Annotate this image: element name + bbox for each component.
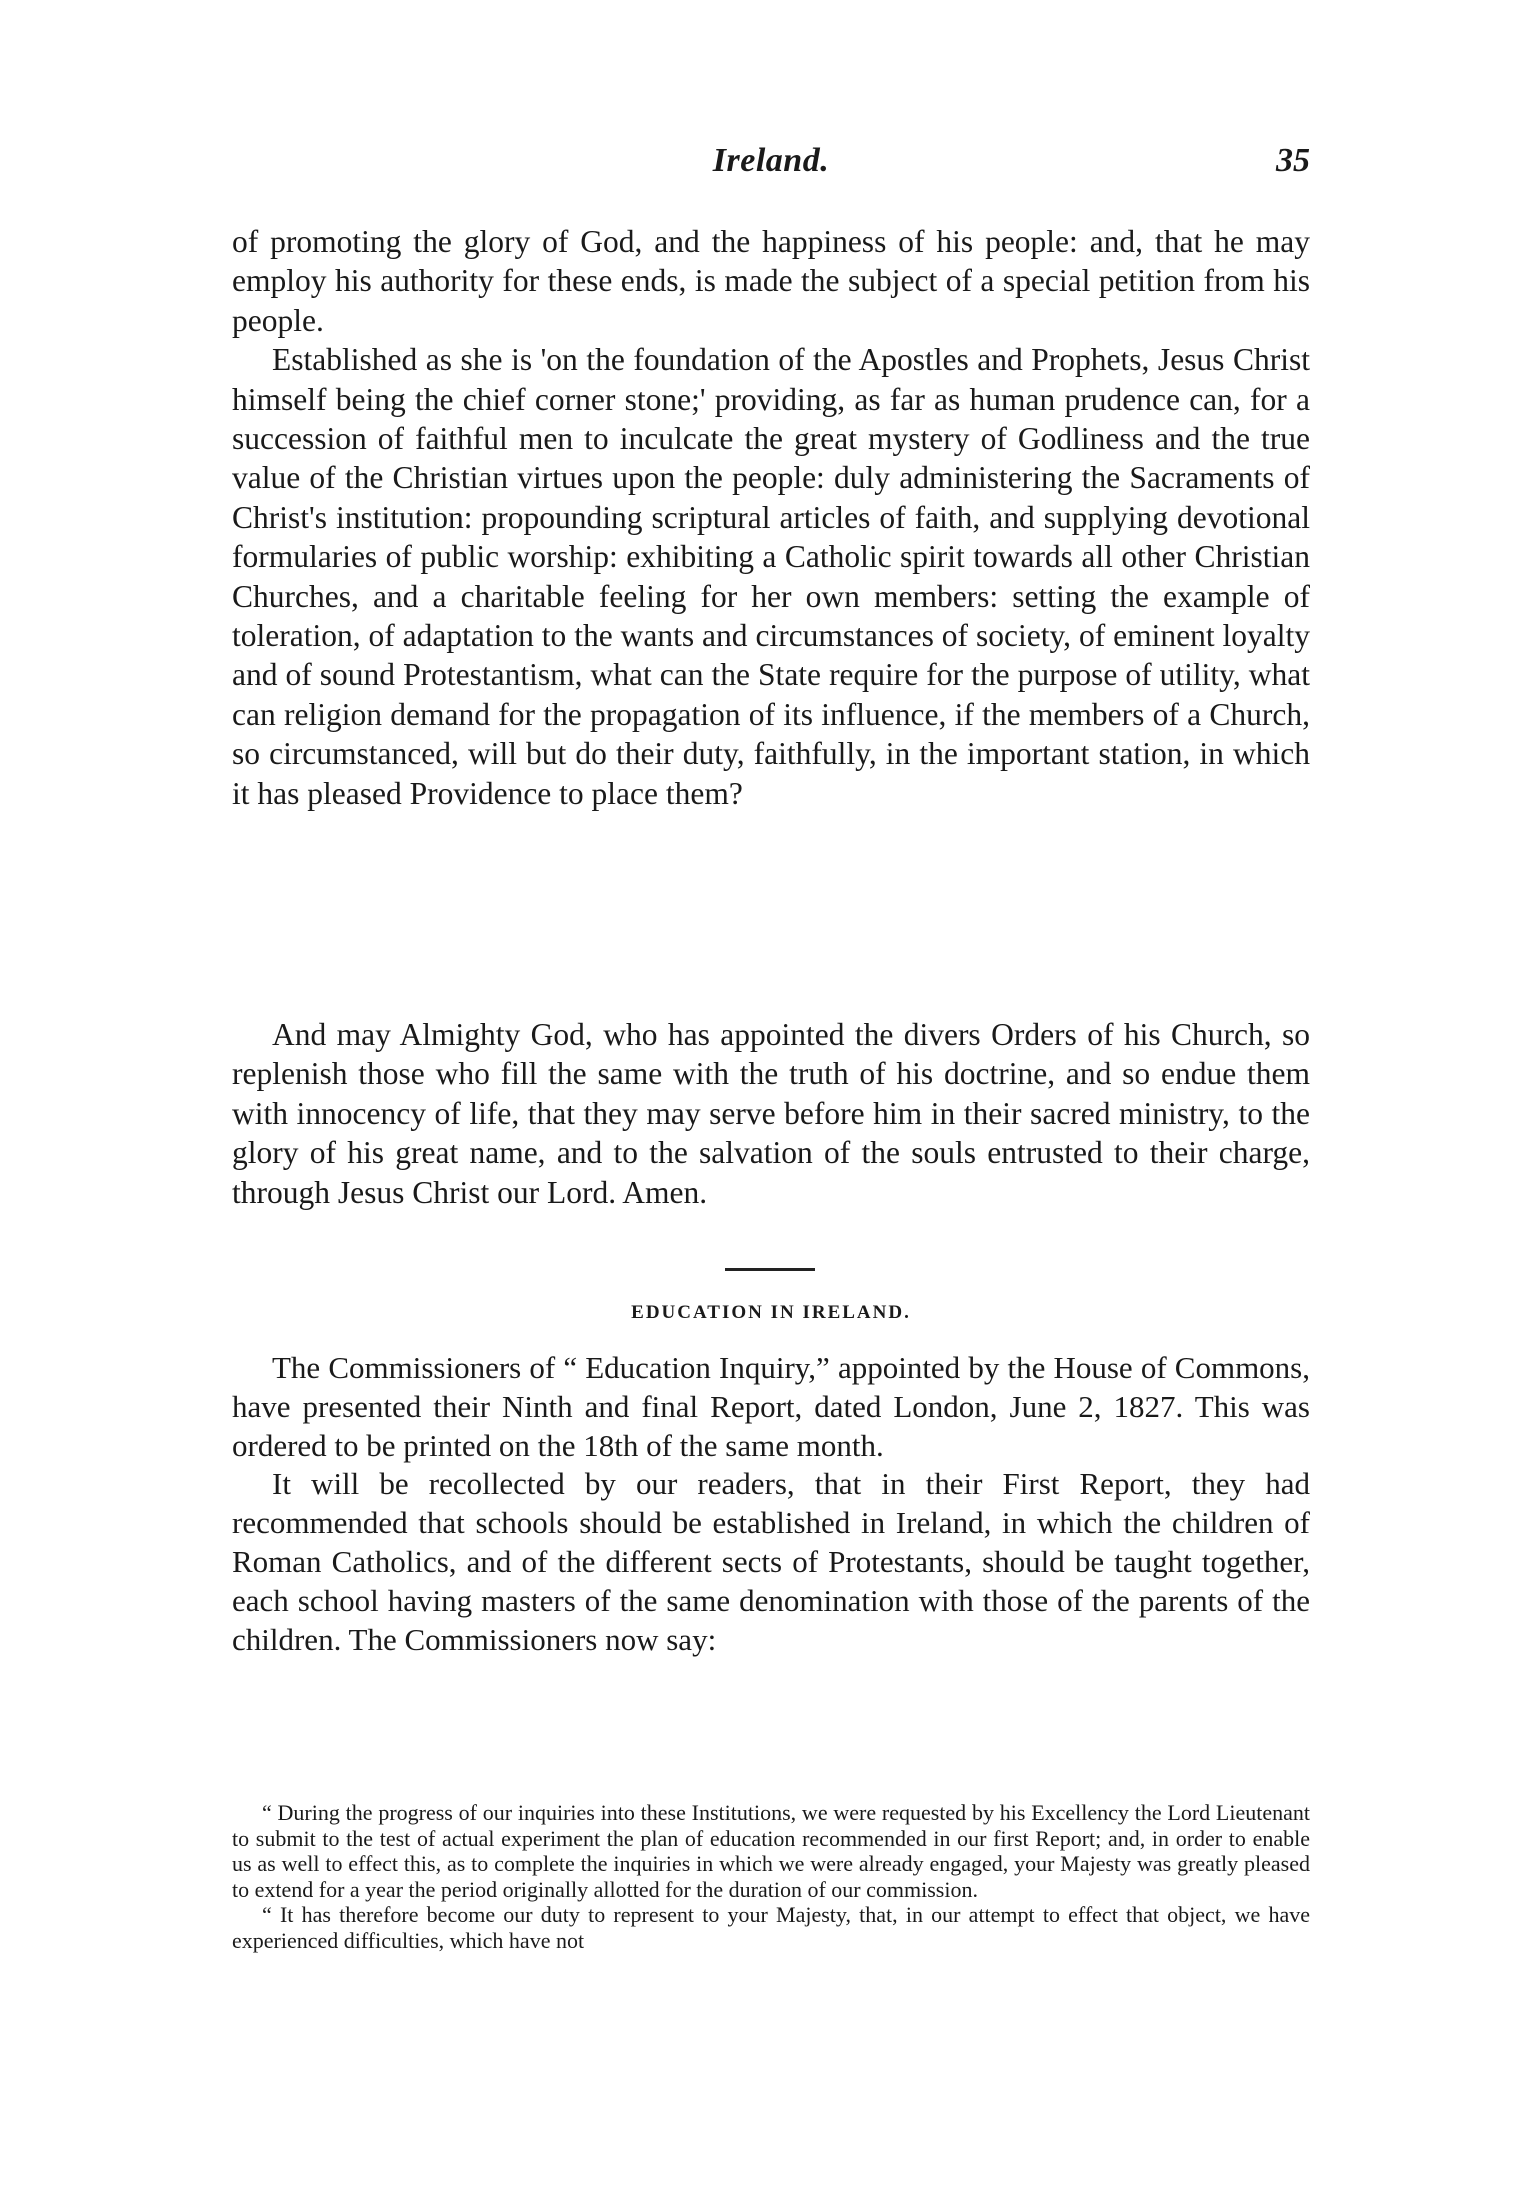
section-divider	[725, 1268, 815, 1271]
running-title: Ireland.	[712, 142, 830, 179]
paragraph: Established as she is 'on the foundation of the Apostles and Prophets, Jesus Christ himself being the chief corner stone;' providing, as far as human prudence can, for a succession of faithful men to inculcate the great mystery of Godliness and the true value of the Christian virtues upon the people: duly administering the Sacraments of Christ's institution: propounding scriptural articles of faith, and supplying devotional formularies of public worship: exhibiting a Catholic spirit towards all other Christian Churches, and a charitable feeling for her own members: setting the example of toleration, of adaptation to the wants and circumstances of society, of eminent loyalty and of sound Protestantism, what can the State require for the purpose of utility, what can religion demand for the propagation of its influence, if the members of a Church, so circumstanced, will but do their duty, faithfully, in the important station, in which it has pleased Providence to place them?	[232, 342, 1310, 811]
page-number: 35	[1276, 142, 1310, 179]
paragraph: And may Almighty God, who has appointed the divers Orders of his Church, so replenish those who fill the same with the truth of his doctrine, and so endue them with innocency of life, that they may serve before him in their sacred ministry, to the glory of his great name, and to the salvation of the souls entrusted to their charge, through Jesus Christ our Lord. Amen.	[232, 1017, 1310, 1210]
section-body	[232, 1349, 1310, 1659]
article-continuation	[232, 222, 1310, 813]
closing-prayer	[232, 1015, 1310, 1212]
paragraph: It will be recollected by our readers, that in their First Report, they had recommended that schools should be established in Ireland, in which the children of Roman Catholics, and of the different sects of Protestants, should be taught together, each school having masters of the same denomination with those of the parents of the children. The Commissioners now say:	[232, 1466, 1310, 1657]
report-quotation	[232, 1800, 1310, 1954]
quote-paragraph: “ During the progress of our inquiries into these Institutions, we were requested by his Excellency the Lord Lieutenant to submit to the test of actual experiment the plan of education recommended in our first Report; and, in order to enable us as well to effect this, as to complete the inquiries in which we were already engaged, your Majesty was greatly pleased to extend for a year the period originally allotted for the duration of our commission.	[232, 1800, 1310, 1902]
paragraph: of promoting the glory of God, and the happiness of his people: and, that he may employ his authority for these ends, is made the subject of a special petition from his people.	[232, 224, 1310, 338]
section-heading: EDUCATION IN IRELAND.	[631, 1302, 911, 1323]
running-head	[232, 142, 1310, 190]
paragraph: The Commissioners of “ Education Inquiry,” appointed by the House of Commons, have presented their Ninth and final Report, dated London, June 2, 1827. This was ordered to be printed on the 18th of the same month.	[232, 1350, 1310, 1463]
quote-paragraph: “ It has therefore become our duty to represent to your Majesty, that, in our attempt to effect that object, we have experienced difficulties, which have not	[232, 1902, 1310, 1953]
